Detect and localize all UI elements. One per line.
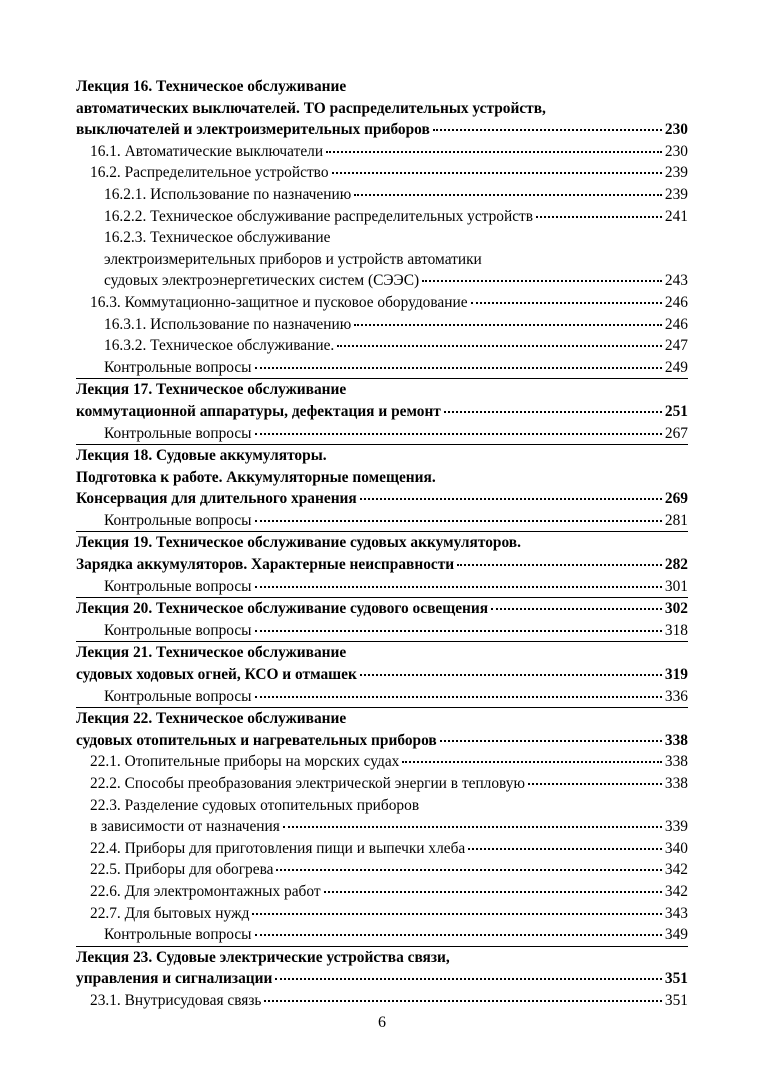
- dot-leader: [354, 181, 662, 196]
- toc-entry: [76, 773, 688, 795]
- toc-entry-page: 340: [664, 839, 688, 857]
- toc-entry-title: 22.1. Отопительные приборы на морских судах: [90, 753, 400, 771]
- dot-leader: [255, 683, 662, 698]
- dot-leader: [360, 485, 662, 500]
- dot-leader: [255, 921, 662, 936]
- toc-entry-page: 338: [664, 731, 688, 749]
- toc-entry-title: выключателей и электроизмерительных приборов: [76, 121, 430, 139]
- toc-entry-title: 16.1. Автоматические выключатели: [90, 142, 324, 160]
- toc-entry-title: управления и сигнализации: [76, 970, 273, 988]
- toc-entry-title: Контрольные вопросы: [104, 358, 252, 376]
- dot-leader: [255, 420, 662, 435]
- toc-entry-page: 230: [664, 142, 688, 160]
- toc-entry-page: 301: [664, 577, 688, 595]
- dot-leader: [422, 267, 662, 282]
- toc-group: [76, 532, 688, 598]
- toc-entry-page: 339: [664, 818, 688, 836]
- dot-leader: [275, 965, 662, 980]
- toc-entry-title: Лекция 18. Судовые аккумуляторы.: [76, 447, 327, 465]
- dot-leader: [536, 203, 662, 218]
- toc-entry-title: 22.4. Приборы для приготовления пищи и выпечки хлеба: [90, 839, 466, 857]
- toc-group: [76, 598, 688, 642]
- toc-entry-title: судовых ходовых огней, КСО и отмашек: [76, 666, 357, 684]
- toc-entry-page: 239: [664, 186, 688, 204]
- toc-entry-title: Лекция 23. Судовые электрические устройства связи,: [76, 948, 450, 966]
- toc-entry-page: 247: [664, 337, 688, 355]
- toc-entry-title: Лекция 22. Техническое обслуживание: [76, 710, 347, 728]
- toc-entry-title: 22.5. Приборы для обогрева: [90, 861, 274, 879]
- toc-entry-page: 342: [664, 883, 688, 901]
- toc-entry-title: электроизмерительных приборов и устройств автоматики: [104, 250, 482, 268]
- toc-entry-title: 22.6. Для электромонтажных работ: [90, 883, 321, 901]
- toc-entry-page: 342: [664, 861, 688, 879]
- toc-entry-page: 338: [664, 753, 688, 771]
- toc-entry-page: 246: [664, 294, 688, 312]
- toc-entry: [76, 357, 688, 379]
- toc-entry-title: в зависимости от назначения: [90, 818, 280, 836]
- toc-entry-page: 302: [664, 600, 688, 618]
- toc-group: [76, 445, 688, 532]
- toc-entry: [76, 620, 688, 642]
- toc-entry-title: 16.3. Коммутационно-защитное и пусковое оборудование: [90, 294, 468, 312]
- toc-entry-title: Лекция 21. Техническое обслуживание: [76, 644, 347, 662]
- toc-entry-page: 243: [664, 272, 688, 290]
- toc-entry-page: 351: [664, 992, 688, 1010]
- toc-entry-title: 16.2.1. Использование по назначению: [104, 186, 352, 204]
- toc-entry: [76, 423, 688, 445]
- toc-entry-page: 246: [664, 315, 688, 333]
- toc-entry: [76, 990, 688, 1012]
- toc-group: [76, 642, 688, 708]
- toc-entry-title: 22.2. Способы преобразования электрической энергии в тепловую: [90, 775, 525, 793]
- dot-leader: [255, 354, 662, 369]
- toc-entry-page: 230: [664, 121, 688, 139]
- dot-leader: [332, 159, 662, 174]
- toc-entry-title: 16.3.1. Использование по назначению: [104, 315, 352, 333]
- toc-entry-title: коммутационной аппаратуры, дефектация и ремонт: [76, 402, 441, 420]
- dot-leader: [433, 116, 662, 131]
- toc-entry-page: 239: [664, 164, 688, 182]
- toc-entry-title: 22.7. Для бытовых нужд: [90, 904, 250, 922]
- toc-group: [76, 379, 688, 445]
- toc-entry-title: 16.2.3. Техническое обслуживание: [104, 229, 331, 247]
- toc-entry-title: Лекция 20. Техническое обслуживание судового освещения: [76, 600, 489, 618]
- dot-leader: [264, 987, 661, 1002]
- toc-entry-page: 269: [664, 490, 688, 508]
- toc-entry-title: Лекция 17. Техническое обслуживание: [76, 381, 347, 399]
- dot-leader: [276, 856, 661, 871]
- toc-entry-page: 319: [664, 666, 688, 684]
- toc-entry-title: Консервация для длительного хранения: [76, 490, 357, 508]
- dot-leader: [468, 835, 662, 850]
- dot-leader: [440, 727, 662, 742]
- toc-entry-page: 318: [664, 621, 688, 639]
- toc-entry: [76, 206, 688, 228]
- toc-group: [76, 708, 688, 947]
- toc-entry-page: 338: [664, 775, 688, 793]
- dot-leader: [491, 595, 662, 610]
- toc-entry-page: 336: [664, 687, 688, 705]
- toc-entry-title: 22.3. Разделение судовых отопительных приборов: [90, 796, 420, 814]
- toc-entry-page: 241: [664, 207, 688, 225]
- toc-entry: [76, 924, 688, 946]
- toc-entry-title: судовых электроэнергетических систем (СЭЭС): [104, 272, 420, 290]
- dot-leader: [471, 289, 662, 304]
- toc-entry-title: судовых отопительных и нагревательных приборов: [76, 731, 437, 749]
- toc-entry-title: 16.3.2. Техническое обслуживание.: [104, 337, 335, 355]
- dot-leader: [255, 617, 662, 632]
- toc-entry: [76, 76, 688, 98]
- dot-leader: [255, 573, 662, 588]
- toc-entry-title: Контрольные вопросы: [104, 621, 252, 639]
- dot-leader: [326, 138, 662, 153]
- toc-entry-title: автоматических выключателей. ТО распределительных устройств,: [76, 99, 546, 117]
- toc-entry-page: 343: [664, 904, 688, 922]
- page-number: 6: [378, 1014, 386, 1031]
- dot-leader: [283, 813, 662, 828]
- toc-entry-title: Лекция 19. Техническое обслуживание судовых аккумуляторов.: [76, 534, 521, 552]
- toc-entry: [76, 227, 688, 249]
- dot-leader: [360, 661, 662, 676]
- dot-leader: [255, 507, 662, 522]
- table-of-contents: [76, 76, 688, 1012]
- toc-entry-page: 349: [664, 926, 688, 944]
- toc-entry-title: Зарядка аккумуляторов. Характерные неисправности: [76, 556, 455, 574]
- dot-leader: [457, 551, 662, 566]
- toc-entry-page: 249: [664, 358, 688, 376]
- dot-leader: [354, 311, 662, 326]
- toc-entry-page: 282: [664, 556, 688, 574]
- dot-leader: [528, 770, 662, 785]
- dot-leader: [324, 878, 662, 893]
- toc-entry-page: 251: [664, 402, 688, 420]
- toc-entry-title: Контрольные вопросы: [104, 577, 252, 595]
- toc-entry-title: Контрольные вопросы: [104, 424, 252, 442]
- toc-entry-title: Контрольные вопросы: [104, 687, 252, 705]
- dot-leader: [444, 398, 662, 413]
- toc-entry-title: 16.2. Распределительное устройство: [90, 164, 329, 182]
- toc-group: [76, 947, 688, 1012]
- toc-entry-page: 281: [664, 511, 688, 529]
- dot-leader: [252, 900, 661, 915]
- toc-entry-title: Подготовка к работе. Аккумуляторные помещения.: [76, 468, 436, 486]
- toc-entry-title: Контрольные вопросы: [104, 926, 252, 944]
- toc-entry-title: Контрольные вопросы: [104, 511, 252, 529]
- toc-entry: [76, 445, 688, 467]
- toc-entry-page: 267: [664, 424, 688, 442]
- dot-leader: [337, 332, 662, 347]
- toc-entry: [76, 576, 688, 598]
- toc-entry-page: 351: [664, 970, 688, 988]
- toc-entry: [76, 510, 688, 532]
- toc-group: [76, 76, 688, 379]
- dot-leader: [402, 748, 662, 763]
- toc-entry-title: Лекция 16. Техническое обслуживание: [76, 78, 347, 95]
- toc-entry: [76, 686, 688, 708]
- toc-entry-title: 23.1. Внутрисудовая связь: [90, 992, 262, 1010]
- toc-entry-title: 16.2.2. Техническое обслуживание распределительных устройств: [104, 207, 534, 225]
